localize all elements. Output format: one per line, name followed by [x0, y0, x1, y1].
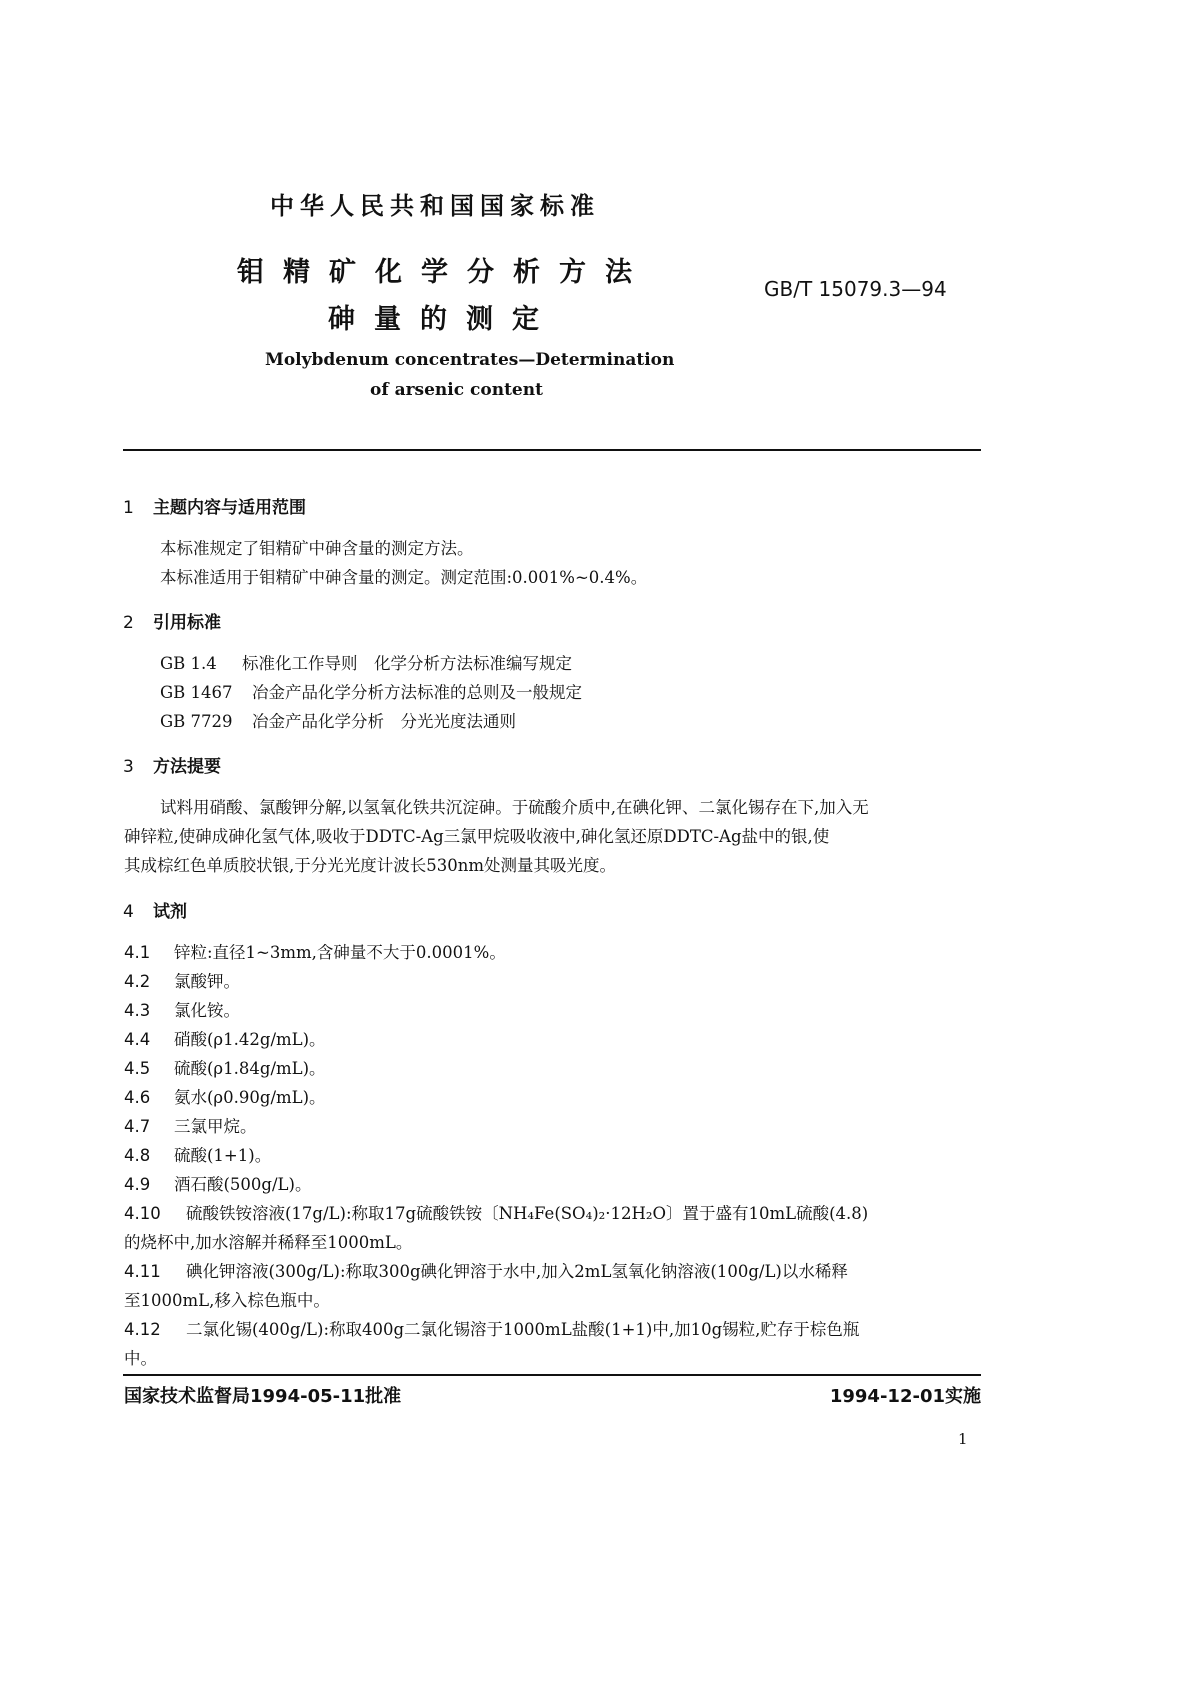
item-text: 硫酸(ρ1.84g/mL)。 [174, 1059, 326, 1078]
item-text: 锌粒:直径1~3mm,含砷量不大于0.0001%。 [174, 943, 506, 962]
reagent-item [124, 1258, 848, 1282]
reference-text: 标准化工作导则 化学分析方法标准编写规定 [242, 654, 572, 673]
item-text: 三氯甲烷。 [174, 1117, 257, 1136]
item-number: 4.11 [124, 1262, 161, 1281]
section-number: 2 [123, 613, 134, 633]
paragraph: 试料用硝酸、氯酸钾分解,以氢氧化铁共沉淀砷。于硫酸介质中,在碘化钾、二氯化锡存在下,加入无 [160, 798, 869, 817]
item-number: 4.3 [124, 1001, 151, 1020]
reference-text: 冶金产品化学分析方法标准的总则及一般规定 [252, 683, 582, 702]
item-number: 4.6 [124, 1088, 151, 1107]
item-number: 4.1 [124, 943, 151, 962]
section-title: 引用标准 [153, 613, 221, 633]
section-1-heading [123, 493, 306, 518]
item-text: 二氯化锡(400g/L):称取400g二氯化锡溶于1000mL盐酸(1+1)中,加10g锡粒,贮存于棕色瓶 [186, 1320, 860, 1339]
english-title-line-2: of arsenic content [370, 380, 543, 400]
section-number: 4 [123, 902, 134, 922]
item-text: 硫酸(1+1)。 [174, 1146, 272, 1165]
effective-date: 1994-12-01实施 [829, 1386, 981, 1407]
item-text: 酒石酸(500g/L)。 [174, 1175, 312, 1194]
item-text: 硫酸铁铵溶液(17g/L):称取17g硫酸铁铵〔NH₄Fe(SO₄)₂·12H₂O〕置于盛有10mL硫酸(4.8) [186, 1204, 869, 1223]
item-number: 4.4 [124, 1030, 151, 1049]
title-line-2: 砷量的测定 [328, 304, 558, 335]
section-3-heading [123, 752, 221, 777]
national-standard-heading: 中华人民共和国国家标准 [270, 192, 600, 220]
item-continuation: 的烧杯中,加水溶解并稀释至1000mL。 [124, 1233, 413, 1252]
reagent-item [124, 1142, 271, 1166]
section-4-heading [123, 897, 187, 922]
reagent-item [124, 1055, 326, 1079]
item-number: 4.10 [124, 1204, 161, 1223]
item-continuation: 至1000mL,移入棕色瓶中。 [124, 1291, 330, 1310]
reference-item [160, 650, 572, 674]
header-divider [123, 449, 981, 451]
item-text: 氯化铵。 [174, 1001, 240, 1020]
page-number: 1 [958, 1430, 968, 1448]
item-number: 4.2 [124, 972, 151, 991]
reagent-item [124, 1026, 326, 1050]
paragraph: 砷锌粒,使砷成砷化氢气体,吸收于DDTC-Ag三氯甲烷吸收液中,砷化氢还原DDTC-Ag盐中的银,使 [124, 827, 830, 846]
item-text: 硝酸(ρ1.42g/mL)。 [174, 1030, 326, 1049]
footer-divider [123, 1374, 981, 1376]
section-title: 试剂 [153, 902, 187, 922]
item-number: 4.7 [124, 1117, 151, 1136]
reagent-item [124, 1084, 326, 1108]
item-text: 氨水(ρ0.90g/mL)。 [174, 1088, 326, 1107]
reference-code: GB 1467 [160, 683, 233, 702]
item-text: 碘化钾溶液(300g/L):称取300g碘化钾溶于水中,加入2mL氢氧化钠溶液(100g/L)以水稀释 [186, 1262, 848, 1281]
english-title-line-1: Molybdenum concentrates—Determination [265, 350, 675, 370]
item-number: 4.5 [124, 1059, 151, 1078]
item-number: 4.12 [124, 1320, 161, 1339]
paragraph: 本标准规定了钼精矿中砷含量的测定方法。 [160, 539, 474, 558]
item-number: 4.8 [124, 1146, 151, 1165]
reagent-item [124, 1113, 257, 1137]
reagent-item [124, 1200, 868, 1224]
reagent-item [124, 939, 506, 963]
reagent-item [124, 968, 240, 992]
section-number: 3 [123, 757, 134, 777]
reference-code: GB 7729 [160, 712, 233, 731]
title-line-1: 钼精矿化学分析方法 [237, 257, 651, 288]
reagent-item [124, 1316, 859, 1340]
paragraph: 本标准适用于钼精矿中砷含量的测定。测定范围:0.001%~0.4%。 [160, 568, 648, 587]
section-title: 方法提要 [153, 757, 221, 777]
reference-item [160, 679, 582, 703]
section-title: 主题内容与适用范围 [153, 498, 306, 518]
section-number: 1 [123, 498, 134, 518]
item-continuation: 中。 [124, 1349, 157, 1368]
paragraph: 其成棕红色单质胶状银,于分光光度计波长530nm处测量其吸光度。 [124, 856, 617, 875]
approval-date: 国家技术监督局1994-05-11批准 [124, 1386, 402, 1407]
item-text: 氯酸钾。 [174, 972, 240, 991]
reagent-item [124, 997, 240, 1021]
standard-number: GB/T 15079.3—94 [764, 277, 947, 301]
reference-item [160, 708, 516, 732]
reference-text: 冶金产品化学分析 分光光度法通则 [252, 712, 516, 731]
item-number: 4.9 [124, 1175, 151, 1194]
reagent-item [124, 1171, 311, 1195]
reference-code: GB 1.4 [160, 654, 217, 673]
section-2-heading [123, 608, 221, 633]
